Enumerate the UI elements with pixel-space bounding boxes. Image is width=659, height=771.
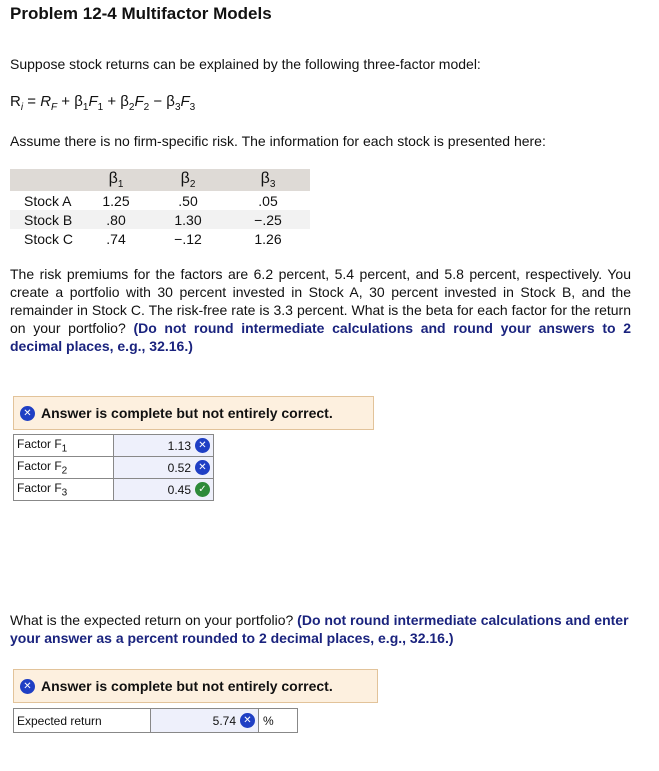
formula-t2-sub: 2 bbox=[128, 102, 135, 113]
beta-table-header bbox=[10, 169, 310, 191]
table-row bbox=[10, 191, 310, 210]
formula-f1-sub: 1 bbox=[97, 102, 104, 113]
x-circle-icon: ✕ bbox=[20, 679, 35, 694]
beta1-value: .74 bbox=[106, 230, 126, 247]
stock-name: Stock C bbox=[24, 230, 74, 247]
table-row bbox=[14, 479, 214, 501]
check-circle-icon: ✓ bbox=[195, 482, 210, 497]
formula-f2-sub: 2 bbox=[143, 102, 150, 113]
formula-t1: + β bbox=[57, 93, 83, 110]
formula-f3-sub: 3 bbox=[189, 102, 196, 113]
formula-t2: + β bbox=[103, 93, 129, 110]
formula-t3-sub: 3 bbox=[174, 102, 181, 113]
formula-f1: F bbox=[88, 93, 98, 110]
answer-status-banner bbox=[13, 396, 374, 430]
table-row bbox=[14, 435, 214, 457]
factor-f2-input[interactable]: 0.52 ✕ bbox=[114, 457, 214, 479]
page-title: Problem 12-4 Multifactor Models bbox=[10, 4, 272, 23]
factor-model-formula bbox=[10, 93, 195, 113]
banner-text: Answer is complete but not entirely correct. bbox=[41, 678, 333, 694]
intro-text: Suppose stock returns can be explained by the following three-factor model: bbox=[10, 56, 481, 72]
table-row bbox=[10, 210, 310, 229]
stock-name: Stock B bbox=[24, 211, 73, 228]
expected-return-input[interactable]: 5.74 ✕ bbox=[151, 709, 259, 733]
beta2-header: $\beta_2$ bbox=[180, 169, 196, 191]
question-1-instruction: (Do not round intermediate calculations and round your answers to 2 decimal places, e.g., 32.16.) bbox=[10, 320, 631, 354]
factor-label: Factor $F_2$ bbox=[14, 457, 114, 479]
factor-answer-table bbox=[13, 434, 214, 501]
question-2-instruction: (Do not round intermediate calculations and enter your answer as a percent rounded to 2 decimal places, e.g., 32.16.) bbox=[10, 612, 629, 646]
expected-return-label: Expected return bbox=[14, 709, 151, 733]
table-row bbox=[14, 457, 214, 479]
beta2-value: 1.30 bbox=[174, 211, 202, 228]
percent-unit: % bbox=[259, 709, 298, 733]
beta3-value: .05 bbox=[258, 192, 278, 209]
formula-t3: − β bbox=[149, 93, 175, 110]
beta3-header: $\beta_3$ bbox=[260, 169, 276, 191]
formula-rf: R bbox=[40, 93, 52, 110]
x-circle-icon: ✕ bbox=[240, 713, 255, 728]
stock-name: Stock A bbox=[24, 192, 72, 209]
formula-rf-sub: F bbox=[51, 102, 58, 113]
beta2-value: .50 bbox=[178, 192, 198, 209]
formula-eq: = bbox=[23, 93, 41, 110]
table-row bbox=[10, 229, 310, 248]
table-row bbox=[14, 709, 298, 733]
beta1-value: 1.25 bbox=[102, 192, 130, 209]
beta1-header: $\beta_1$ bbox=[108, 169, 124, 191]
banner-text: Answer is complete but not entirely correct. bbox=[41, 405, 333, 421]
beta-table bbox=[10, 169, 310, 248]
factor-label: Factor $F_1$ bbox=[14, 435, 114, 457]
question-2-text: What is the expected return on your portfolio? bbox=[10, 612, 294, 628]
expected-return-table bbox=[13, 708, 298, 733]
formula-f3: F bbox=[180, 93, 190, 110]
beta1-value: .80 bbox=[106, 211, 126, 228]
formula-t1-sub: 1 bbox=[82, 102, 89, 113]
formula-f2: F bbox=[134, 93, 144, 110]
factor-label: Factor $F_3$ bbox=[14, 479, 114, 501]
beta3-value: 1.26 bbox=[254, 230, 282, 247]
factor-f3-input[interactable]: 0.45 ✓ bbox=[114, 479, 214, 501]
formula-r-sub: i bbox=[20, 102, 24, 113]
beta3-value: −.25 bbox=[254, 211, 282, 228]
formula-r: R bbox=[10, 93, 21, 110]
question-1-text: The risk premiums for the factors are 6.2 percent, 5.4 percent, and 5.8 percent, respectively. You create a portfolio with 30 percent invested in Stock A, 30 percent invested in Stock B, and the remainder in Stock C. The risk-free rate is 3.3 percent. What is the beta for each factor for the return on your portfolio? bbox=[10, 266, 631, 336]
factor-f1-input[interactable]: 1.13 ✕ bbox=[114, 435, 214, 457]
assumption-text: Assume there is no firm-specific risk. The information for each stock is presented here: bbox=[10, 133, 546, 149]
beta2-value: −.12 bbox=[174, 230, 202, 247]
x-circle-icon: ✕ bbox=[20, 406, 35, 421]
question-1 bbox=[10, 265, 631, 355]
x-circle-icon: ✕ bbox=[195, 438, 210, 453]
x-circle-icon: ✕ bbox=[195, 460, 210, 475]
answer-status-banner bbox=[13, 669, 378, 703]
question-2 bbox=[10, 611, 635, 647]
